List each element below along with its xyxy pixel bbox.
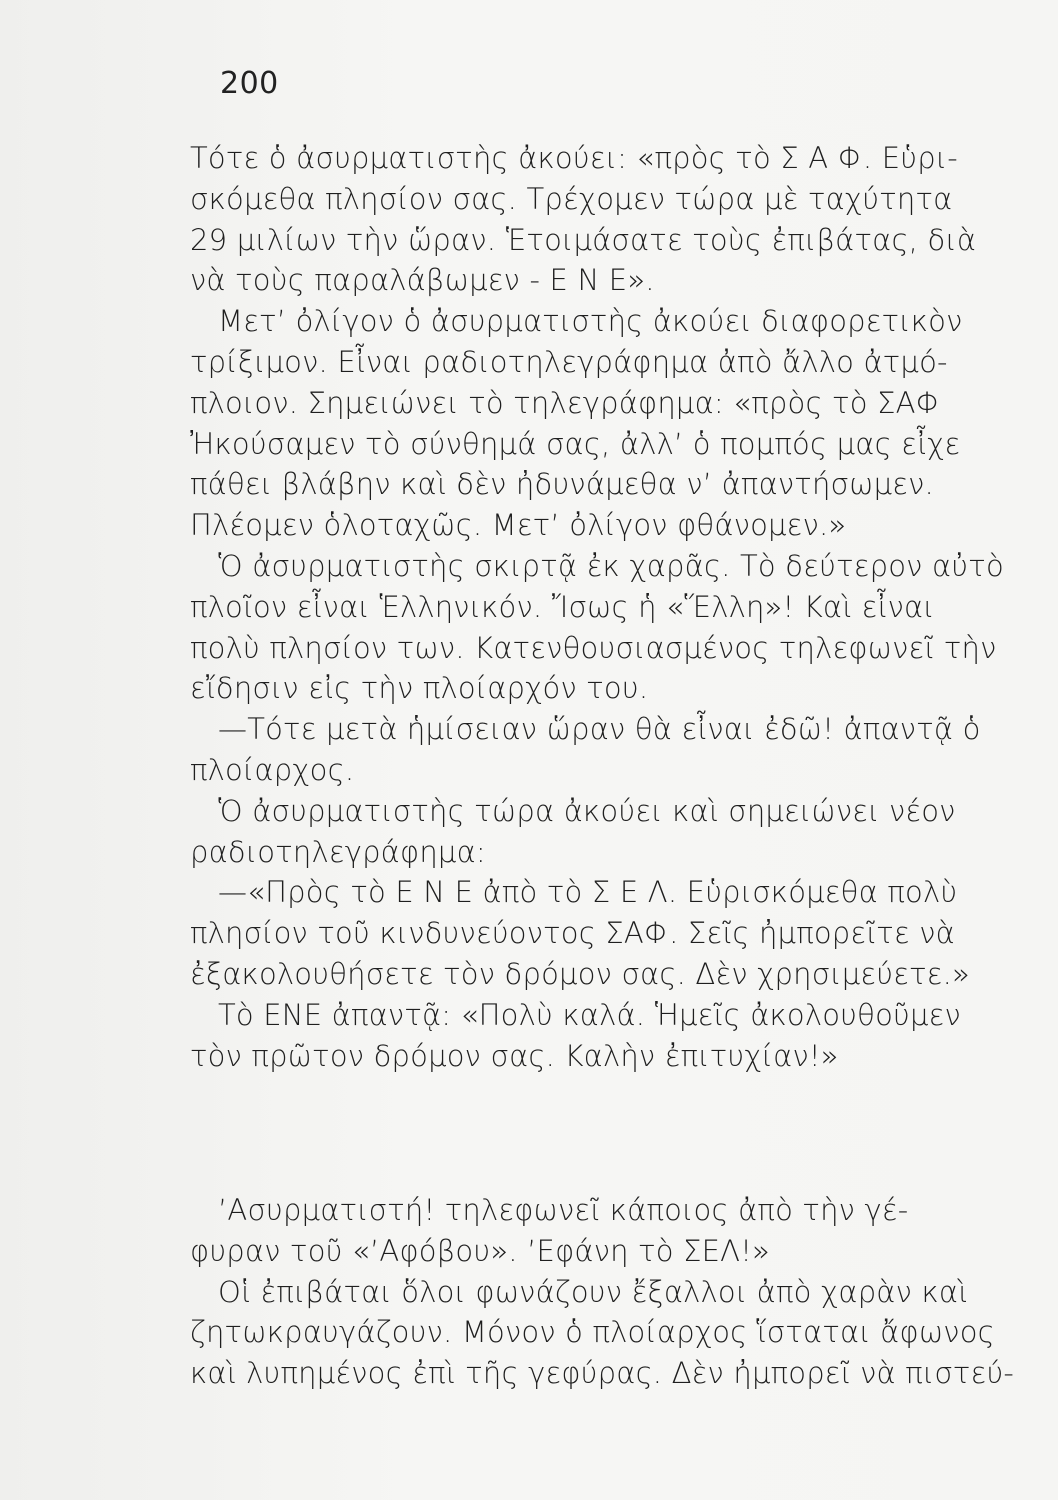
text-line: ἐξακολουθήσετε τὸν δρόμον σας. Δὲν χρησιμεύετε.»	[190, 956, 970, 991]
text-line: —«Πρὸς τὸ Ε Ν Ε ἀπὸ τὸ Σ Ε Λ. Εὑρισκόμεθα πολὺ	[218, 875, 958, 910]
text-line: Οἱ ἐπιβάται ὅλοι φωνάζουν ἔξαλλοι ἀπὸ χαρὰν καὶ	[218, 1274, 969, 1309]
text-line: πλοῖον εἶναι Ἑλληνικόν. Ἴσως ἡ «Ἕλλη»! Καὶ εἶναι	[190, 589, 935, 624]
text-line: καὶ λυπημένος ἐπὶ τῆς γεφύρας. Δὲν ἠμπορεῖ νὰ πιστεύ-	[190, 1356, 1015, 1391]
text-line: Τότε ὁ ἀσυρματιστὴς ἀκούει: «πρὸς τὸ Σ Α Φ. Εὑρι-	[190, 141, 958, 175]
text-line: 29 μιλίων τὴν ὥραν. Ἑτοιμάσατε τοὺς ἐπιβάτας, διὰ	[190, 222, 977, 257]
text-line: σκόμεθα πλησίον σας. Τρέχομεν τώρα μὲ ταχύτητα	[190, 181, 953, 216]
text-line: φυραν τοῦ «’Αφόβου». ’Εφάνη τὸ ΣΕΛ!»	[190, 1233, 770, 1268]
text-line: Μετ’ ὀλίγον ὁ ἀσυρματιστὴς ἀκούει διαφορετικὸν	[218, 304, 963, 339]
text-line: νὰ τοὺς παραλάβωμεν - Ε Ν Ε».	[190, 263, 655, 298]
page-number: 200	[220, 66, 279, 101]
text-line: Ὁ ἀσυρματιστὴς σκιρτᾷ ἐκ χαρᾶς. Τὸ δεύτερον αὐτὸ	[218, 548, 1004, 583]
main-text-upper	[190, 138, 1020, 1076]
text-line: τρίξιμον. Εἶναι ραδιοτηλεγράφημα ἀπὸ ἄλλο ἀτμό-	[190, 344, 948, 379]
text-line: ζητωκραυγάζουν. Μόνον ὁ πλοίαρχος ἵσταται ἄφωνος	[190, 1315, 995, 1350]
text-line: τὸν πρῶτον δρόμον σας. Καλὴν ἐπιτυχίαν!»	[190, 1038, 839, 1073]
text-line: Πλέομεν ὁλοταχῶς. Μετ’ ὀλίγον φθάνομεν.»	[190, 508, 847, 543]
text-line: πολὺ πλησίον των. Κατενθουσιασμένος τηλεφωνεῖ τὴν	[190, 630, 997, 665]
text-line: πάθει βλάβην καὶ δὲν ἠδυνάμεθα ν’ ἀπαντήσωμεν.	[190, 467, 934, 502]
text-line: εἴδησιν εἰς τὴν πλοίαρχόν του.	[190, 671, 649, 706]
text-line: Ἠκούσαμεν τὸ σύνθημά σας, ἀλλ’ ὁ πομπός μας εἶχε	[190, 426, 961, 461]
text-line: Ὁ ἀσυρματιστὴς τώρα ἀκούει καὶ σημειώνει νέον	[218, 793, 956, 828]
text-line: πλοιον. Σημειώνει τὸ τηλεγράφημα: «πρὸς τὸ ΣΑΦ	[190, 385, 941, 420]
text-line: ραδιοτηλεγράφημα:	[190, 834, 486, 869]
text-line: Τὸ ΕΝΕ ἀπαντᾷ: «Πολὺ καλά. Ἡμεῖς ἀκολουθοῦμεν	[218, 997, 961, 1032]
text-line: πλησίον τοῦ κινδυνεύοντος ΣΑΦ. Σεῖς ἠμπορεῖτε νὰ	[190, 916, 955, 951]
text-line: —Τότε μετὰ ἡμίσειαν ὥραν θὰ εἶναι ἐδῶ! ἀπαντᾷ ὁ	[218, 712, 981, 747]
text-line: ’Ασυρματιστή! τηλεφωνεῖ κάποιος ἀπὸ τὴν γέ-	[218, 1193, 909, 1227]
main-text-lower	[190, 1190, 1020, 1394]
text-line: πλοίαρχος.	[190, 752, 355, 787]
